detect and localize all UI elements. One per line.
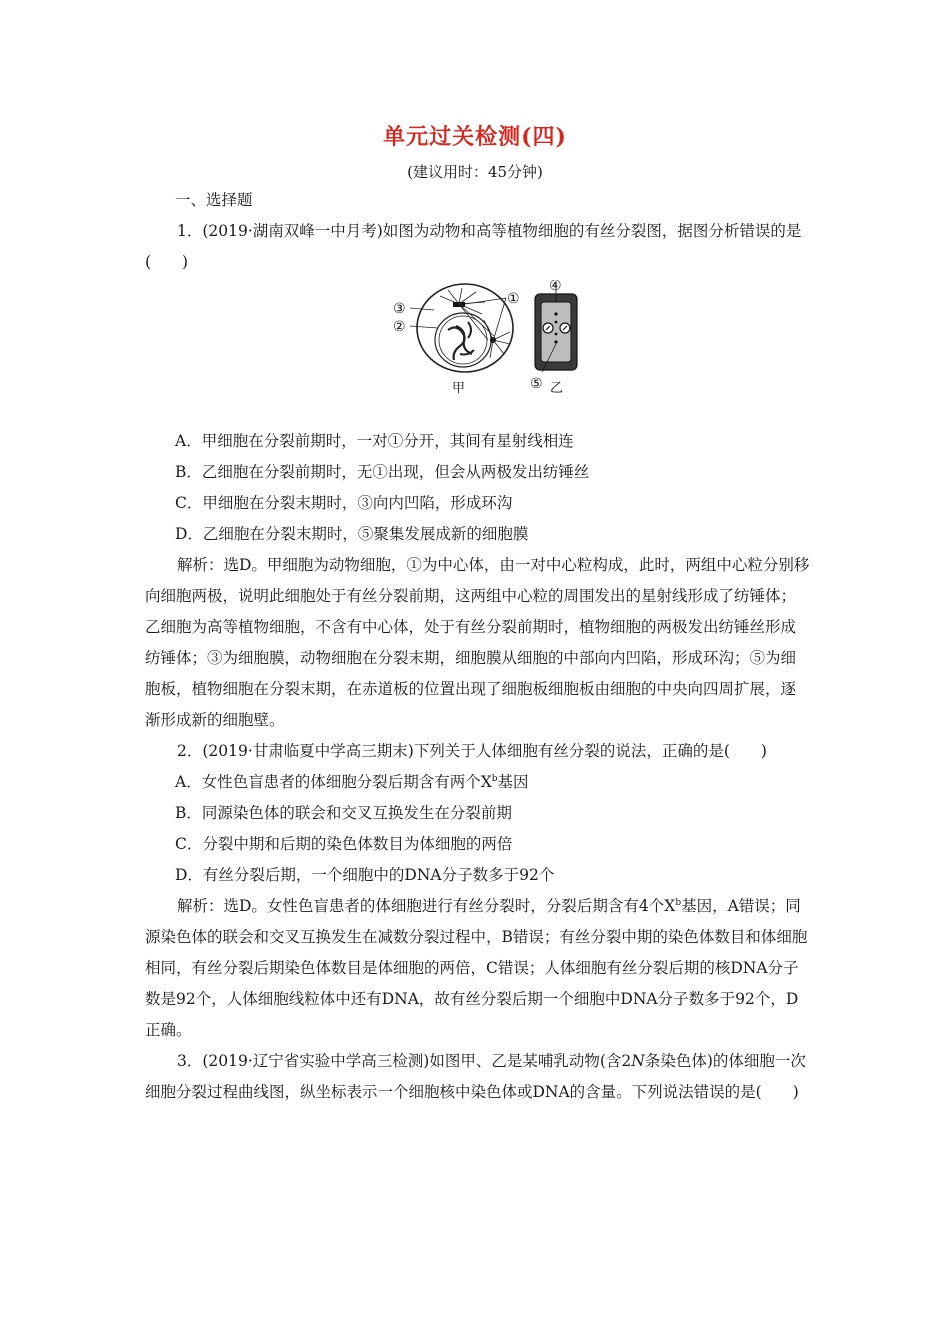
stem-tail: 条染色体)的体细胞一次细胞分裂过程曲线图，纵坐标表示一个细胞核中染色体或DNA的含量。下列说法错误的是( ) — [145, 1052, 806, 1101]
analysis-text: 解析：选D。女性色盲患者的体细胞进行有丝分裂时，分裂后期含有4个X — [177, 897, 676, 915]
question-1-figure — [145, 278, 810, 426]
option-a-text: A．女性色盲患者的体细胞分裂后期含有两个X — [175, 773, 492, 791]
question-1-option-d: D．乙细胞在分裂末期时，⑤聚集发展成新的细胞膜 — [175, 525, 529, 543]
label-yi: 乙 — [550, 381, 564, 396]
animal-cell-jia — [410, 284, 513, 372]
mark-5: ⑤ — [530, 376, 543, 392]
label-jia: 甲 — [452, 381, 466, 396]
mark-3: ③ — [393, 301, 406, 317]
suggested-time: (建议用时：45分钟) — [407, 163, 543, 181]
document-body — [145, 185, 810, 1108]
option-a-tail: 基因 — [497, 773, 529, 791]
question-2-option-d: D．有丝分裂后期，一个细胞中的DNA分子数多于92个 — [175, 866, 555, 884]
stem-text: 3．(2019·辽宁省实验中学高三检测)如图甲、乙是某哺乳动物(含2 — [177, 1052, 632, 1070]
question-2-stem: 2．(2019·甘肃临夏中学高三期末)下列关于人体细胞有丝分裂的说法，正确的是( ) — [177, 742, 767, 760]
allele-superscript: b — [491, 773, 498, 784]
mark-2: ② — [393, 319, 406, 335]
plant-cell-yi — [535, 288, 577, 372]
cell-division-diagram — [390, 280, 590, 398]
question-3-stem — [145, 1046, 810, 1108]
question-1-option-b: B．乙细胞在分裂前期时，无①出现，但会从两极发出纺锤丝 — [175, 463, 590, 481]
section-heading: 一、选择题 — [175, 191, 253, 209]
question-1-stem: 1．(2019·湖南双峰一中月考)如图为动物和高等植物细胞的有丝分裂图，据图分析错误的是( ) — [145, 222, 802, 271]
question-1-option-a: A．甲细胞在分裂前期时，一对①分开，其间有星射线相连 — [175, 432, 574, 450]
page-title: 单元过关检测(四) — [383, 124, 567, 150]
mark-1: ① — [507, 291, 520, 307]
question-1-analysis: 解析：选D。甲细胞为动物细胞，①为中心体，由一对中心粒构成，此时，两组中心粒分别移向细胞两极，说明此细胞处于有丝分裂前期，这两组中心粒的周围发出的星射线形成了纺锤体；乙细胞为高等植物细胞，不含有中心体，处于有丝分裂前期时，植物细胞的两极发出纺锤丝形成纺锤体；③为细胞膜，动物细胞在分裂末期，细胞膜从细胞的中部向内凹陷，形成环沟；⑤为细胞板，植物细胞在分裂末期，在赤道板的位置出现了细胞板细胞板由细胞的中央向四周扩展，逐渐形成新的细胞壁。 — [145, 556, 810, 729]
analysis-tail: 基因，A错误；同源染色体的联会和交叉互换发生在减数分裂过程中，B错误；有丝分裂中期的染色体数目和体细胞相同，有丝分裂后期染色体数目是体细胞的两倍，C错误；人体细胞有丝分裂后期的核DNA分子数是92个，人体细胞线粒体中还有DNA，故有丝分裂后期一个细胞中DNA分子数多于92个，D正确。 — [145, 897, 808, 1039]
question-1-option-c: C．甲细胞在分裂末期时，③向内凹陷，形成环沟 — [175, 494, 513, 512]
question-2-option-c: C．分裂中期和后期的染色体数目为体细胞的两倍 — [175, 835, 513, 853]
question-2-option-b: B．同源染色体的联会和交叉互换发生在分裂前期 — [175, 804, 512, 822]
question-2-option-a — [145, 767, 810, 798]
allele-superscript: b — [675, 897, 682, 908]
question-2-analysis — [145, 891, 810, 1046]
variable-n: N — [631, 1052, 645, 1070]
mark-4: ④ — [549, 280, 562, 294]
